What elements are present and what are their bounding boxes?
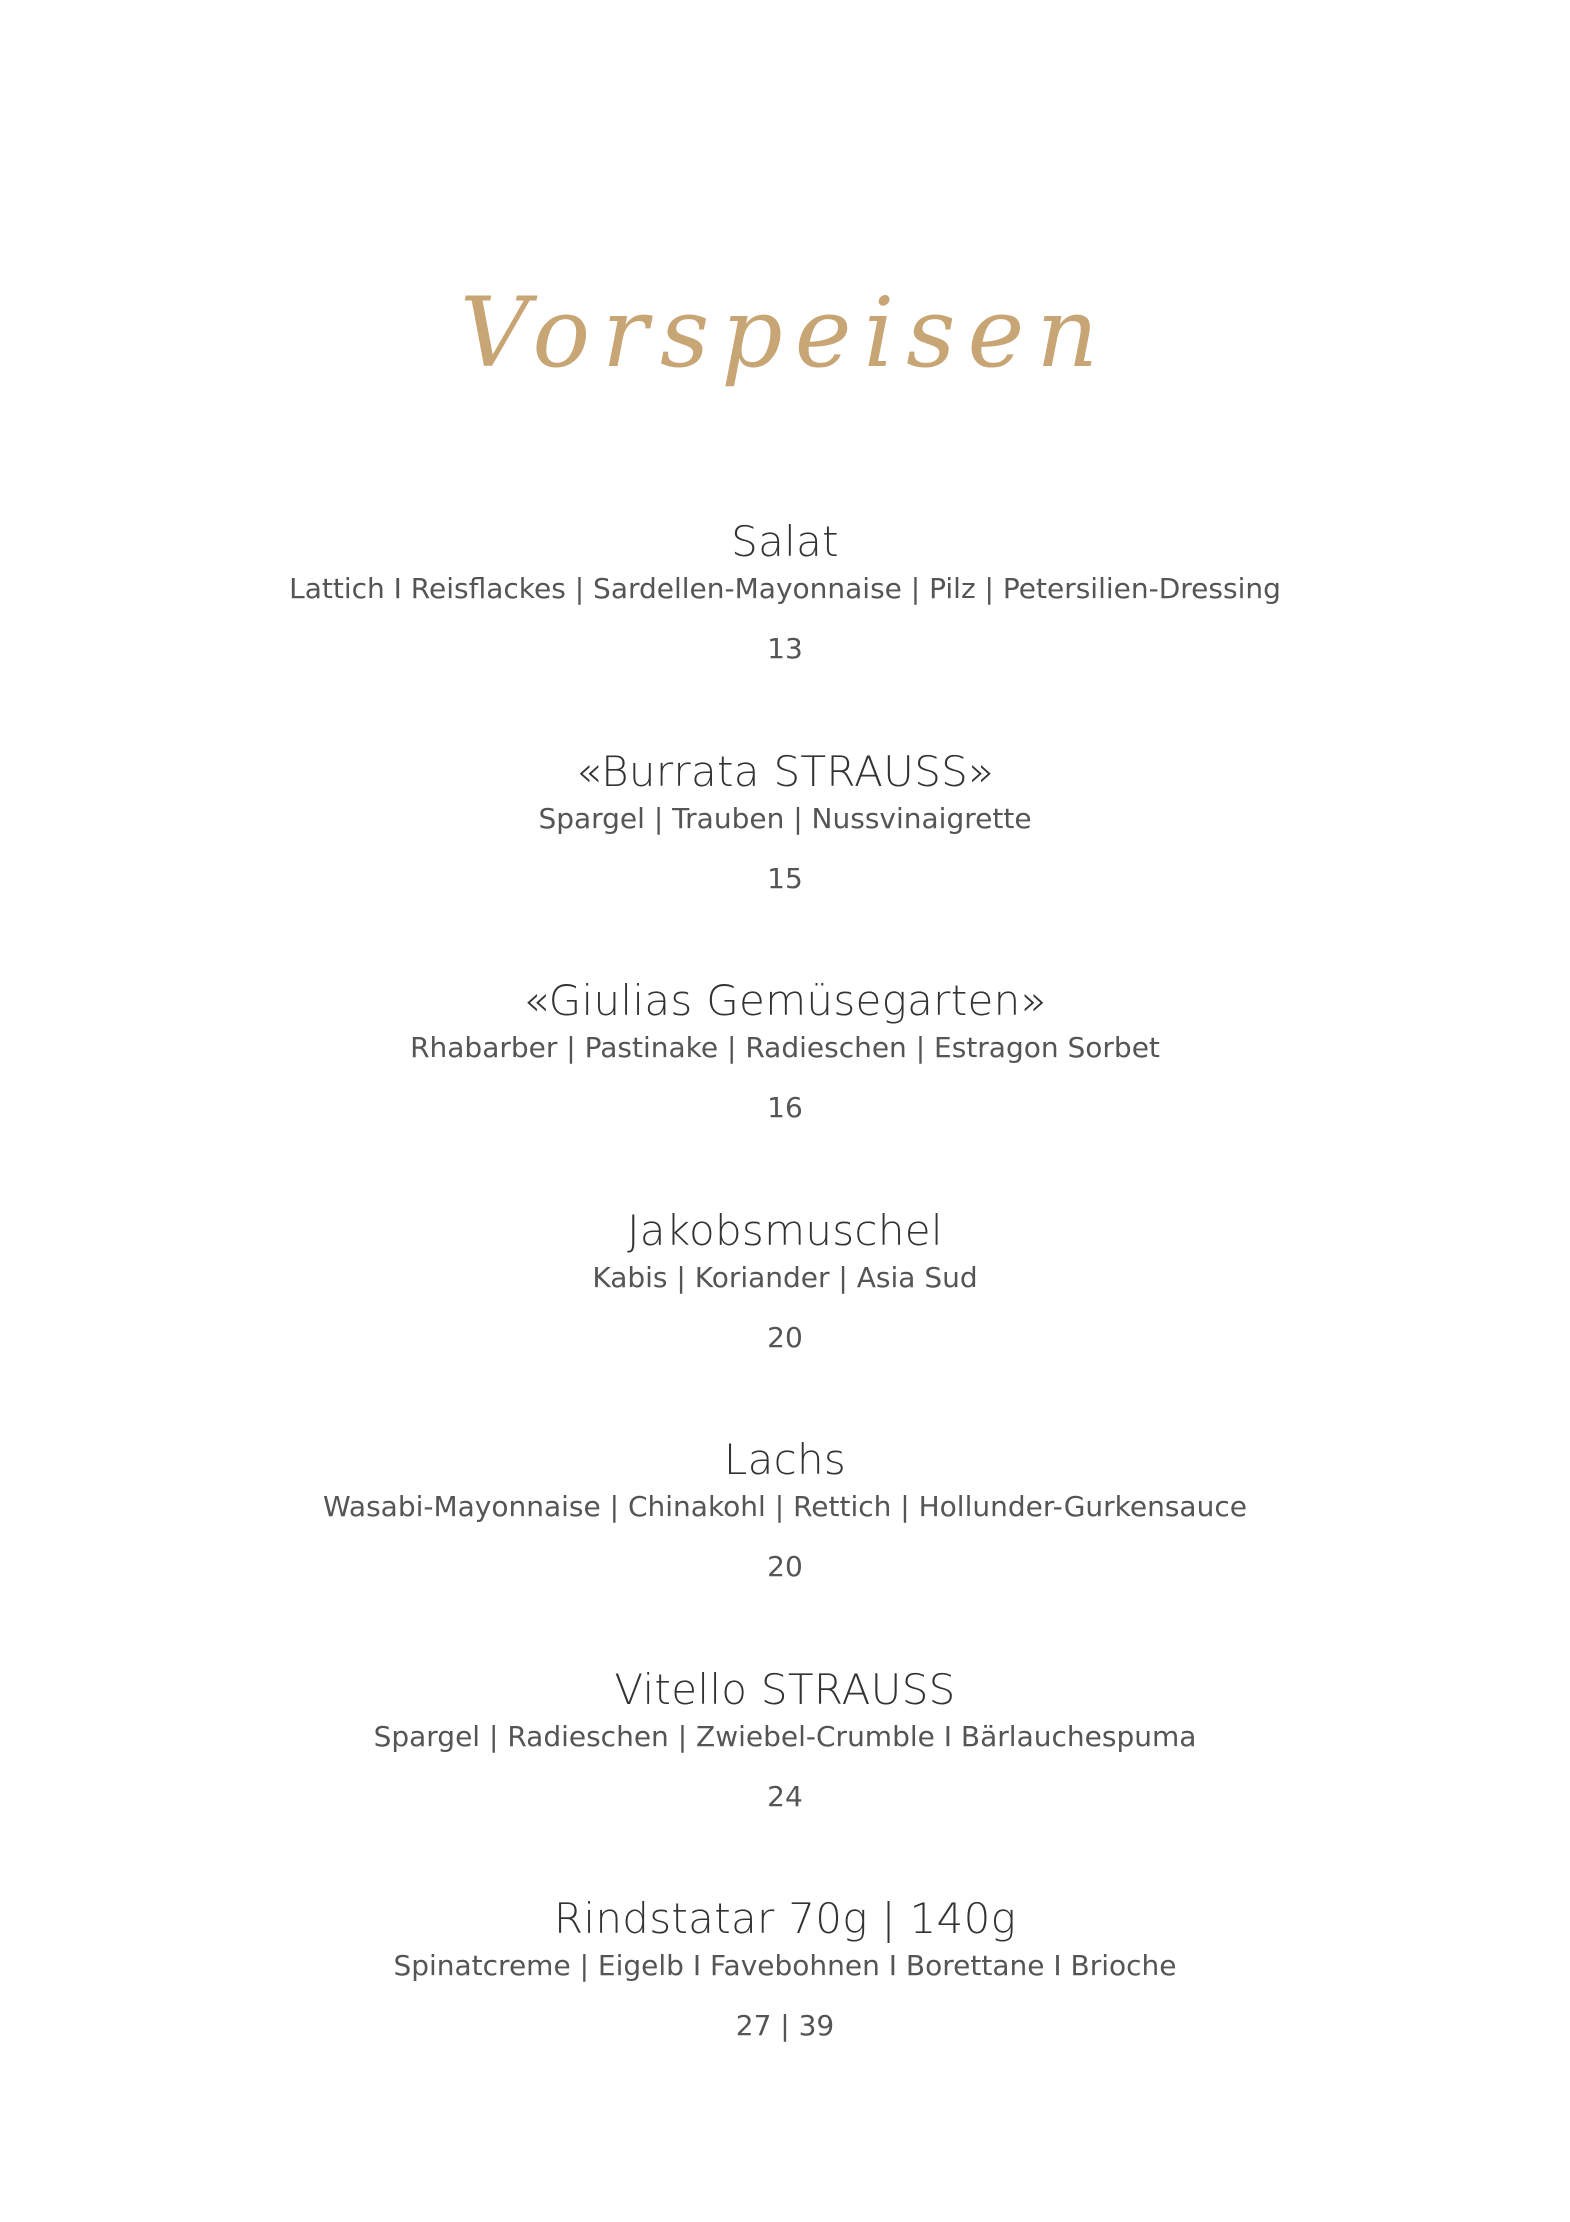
dish-price: 16 bbox=[767, 1091, 803, 1124]
dish-description: Lattich I Reisflackes | Sardellen-Mayonnaise | Pilz | Petersilien-Dressing bbox=[289, 572, 1281, 605]
menu-item bbox=[0, 1434, 1570, 1585]
dish-name: Salat bbox=[731, 517, 839, 566]
dish-name: «Giulias Gemüsegarten» bbox=[523, 976, 1047, 1025]
dish-description: Spinatcreme | Eigelb I Favebohnen I Borettane I Brioche bbox=[393, 1949, 1177, 1982]
dish-price: 20 bbox=[767, 1550, 803, 1583]
menu-item bbox=[0, 1893, 1570, 2044]
menu-item bbox=[0, 746, 1570, 897]
menu-item bbox=[0, 1205, 1570, 1356]
dish-price: 13 bbox=[767, 632, 803, 665]
dish-price: 20 bbox=[767, 1321, 803, 1354]
dish-name: Jakobsmuschel bbox=[627, 1206, 943, 1255]
dish-price: 15 bbox=[767, 862, 803, 895]
dish-name: Vitello STRAUSS bbox=[614, 1665, 956, 1714]
dish-price: 24 bbox=[767, 1780, 803, 1813]
dish-name: Lachs bbox=[723, 1435, 847, 1484]
section-heading: Vorspeisen bbox=[459, 277, 1111, 389]
dish-name: Rindstatar 70g | 140g bbox=[553, 1894, 1017, 1943]
dish-description: Spargel | Radieschen | Zwiebel-Crumble I Bärlauchespuma bbox=[373, 1720, 1197, 1753]
menu-item bbox=[0, 975, 1570, 1126]
dish-name: «Burrata STRAUSS» bbox=[575, 747, 995, 796]
menu-item bbox=[0, 516, 1570, 667]
dish-description: Rhabarber | Pastinake | Radieschen | Estragon Sorbet bbox=[410, 1031, 1160, 1064]
dish-description: Kabis | Koriander | Asia Sud bbox=[592, 1261, 978, 1294]
dish-description: Wasabi-Mayonnaise | Chinakohl | Rettich | Hollunder-Gurkensauce bbox=[323, 1490, 1247, 1523]
menu-item bbox=[0, 1664, 1570, 1815]
dish-price: 27 | 39 bbox=[735, 2009, 835, 2042]
dish-description: Spargel | Trauben | Nussvinaigrette bbox=[538, 802, 1032, 835]
